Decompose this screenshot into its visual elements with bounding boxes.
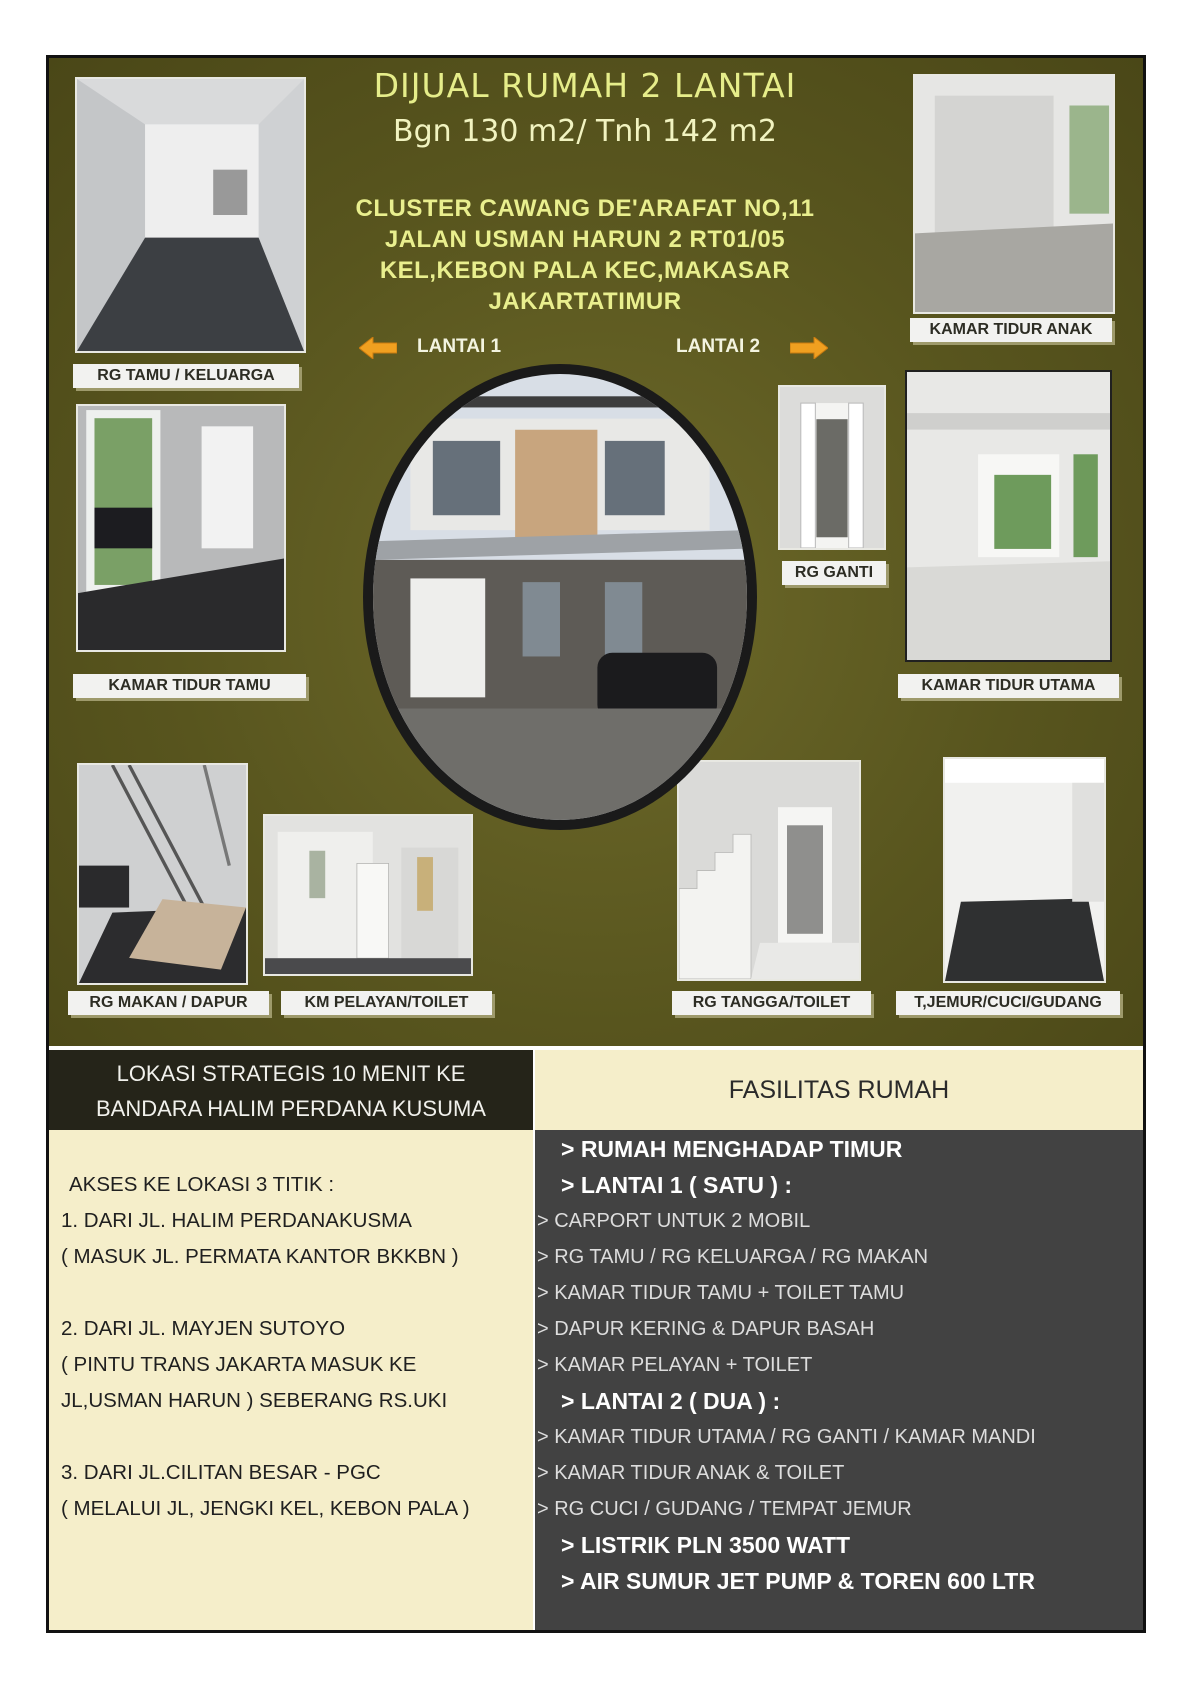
access-line: 2. DARI JL. MAYJEN SUTOYO	[61, 1317, 346, 1340]
facility-line: > RG TAMU / RG KELUARGA / RG MAKAN	[537, 1246, 929, 1268]
address-block	[330, 193, 840, 317]
facility-line: > AIR SUMUR JET PUMP & TOREN 600 LTR	[561, 1568, 1035, 1594]
photo-guest-bedroom	[76, 404, 286, 652]
address-line: KEL,KEBON PALA KEC,MAKASAR	[379, 257, 791, 284]
location-heading-line: LOKASI STRATEGIS 10 MENIT KE	[116, 1061, 466, 1086]
facility-line: > LISTRIK PLN 3500 WATT	[561, 1532, 851, 1558]
photo-stairs-toilet	[677, 760, 861, 981]
address-line: CLUSTER CAWANG DE'ARAFAT NO,11	[355, 195, 815, 222]
caption-maid-room: KM PELAYAN/TOILET	[281, 991, 492, 1015]
facilities-heading: FASILITAS RUMAH	[535, 1050, 1143, 1130]
facilities-panel	[535, 1130, 1143, 1630]
photo-master-bedroom	[905, 370, 1112, 662]
caption-living-room: RG TAMU / KELUARGA	[73, 364, 299, 388]
house-facade-photo	[363, 364, 757, 830]
access-line: ( PINTU TRANS JAKARTA MASUK KE	[61, 1353, 417, 1376]
address-line: JAKARTATIMUR	[488, 288, 682, 315]
facility-line: > DAPUR KERING & DAPUR BASAH	[537, 1318, 875, 1340]
access-line: 3. DARI JL.CILITAN BESAR - PGC	[61, 1461, 381, 1484]
location-heading	[49, 1050, 533, 1130]
arrow-left-icon	[359, 337, 397, 359]
facility-line: > KAMAR TIDUR TAMU + TOILET TAMU	[537, 1282, 905, 1304]
arrow-right-icon	[790, 337, 828, 359]
caption-master-bedroom: KAMAR TIDUR UTAMA	[898, 674, 1119, 698]
caption-stairs-toilet: RG TANGGA/TOILET	[672, 991, 871, 1015]
caption-laundry-area: T,JEMUR/CUCI/GUDANG	[896, 991, 1120, 1015]
photo-dining-kitchen	[77, 763, 248, 985]
size-subtitle: Bgn 130 m2/ Tnh 142 m2	[393, 114, 777, 149]
access-line: JL,USMAN HARUN ) SEBERANG RS.UKI	[61, 1389, 448, 1412]
caption-kids-bedroom: KAMAR TIDUR ANAK	[910, 318, 1112, 342]
photo-kids-bedroom	[913, 74, 1115, 314]
photo-laundry-area	[943, 757, 1106, 983]
address-line: JALAN USMAN HARUN 2 RT01/05	[384, 226, 786, 253]
access-intro: AKSES KE LOKASI 3 TITIK :	[69, 1173, 335, 1196]
facility-line: > KAMAR TIDUR ANAK & TOILET	[537, 1462, 845, 1484]
facility-line: > LANTAI 2 ( DUA ) :	[561, 1388, 781, 1414]
access-line: ( MASUK JL. PERMATA KANTOR BKKBN )	[61, 1245, 459, 1268]
photo-living-room	[75, 77, 306, 353]
page-title: DIJUAL RUMAH 2 LANTAI	[373, 66, 797, 105]
floor-1-label: LANTAI 1	[417, 336, 502, 357]
photo-dressing-room	[778, 385, 886, 550]
facility-line: > KAMAR PELAYAN + TOILET	[537, 1354, 813, 1376]
location-panel	[49, 1130, 533, 1630]
floor-2-label: LANTAI 2	[676, 336, 761, 357]
caption-dining-kitchen: RG MAKAN / DAPUR	[68, 991, 269, 1015]
caption-dressing-room: RG GANTI	[782, 561, 886, 585]
location-heading-line: BANDARA HALIM PERDANA KUSUMA	[96, 1096, 486, 1121]
caption-guest-bedroom: KAMAR TIDUR TAMU	[73, 674, 306, 698]
photo-maid-room	[263, 814, 473, 976]
facility-line: > LANTAI 1 ( SATU ) :	[561, 1172, 793, 1198]
access-line: ( MELALUI JL, JENGKI KEL, KEBON PALA )	[61, 1497, 470, 1520]
access-line: 1. DARI JL. HALIM PERDANAKUSMA	[61, 1209, 412, 1232]
facility-line: > CARPORT UNTUK 2 MOBIL	[537, 1210, 811, 1232]
facility-line: > KAMAR TIDUR UTAMA / RG GANTI / KAMAR MANDI	[537, 1426, 1036, 1448]
facility-line: > RUMAH MENGHADAP TIMUR	[561, 1136, 903, 1162]
facility-line: > RG CUCI / GUDANG / TEMPAT JEMUR	[537, 1498, 912, 1520]
